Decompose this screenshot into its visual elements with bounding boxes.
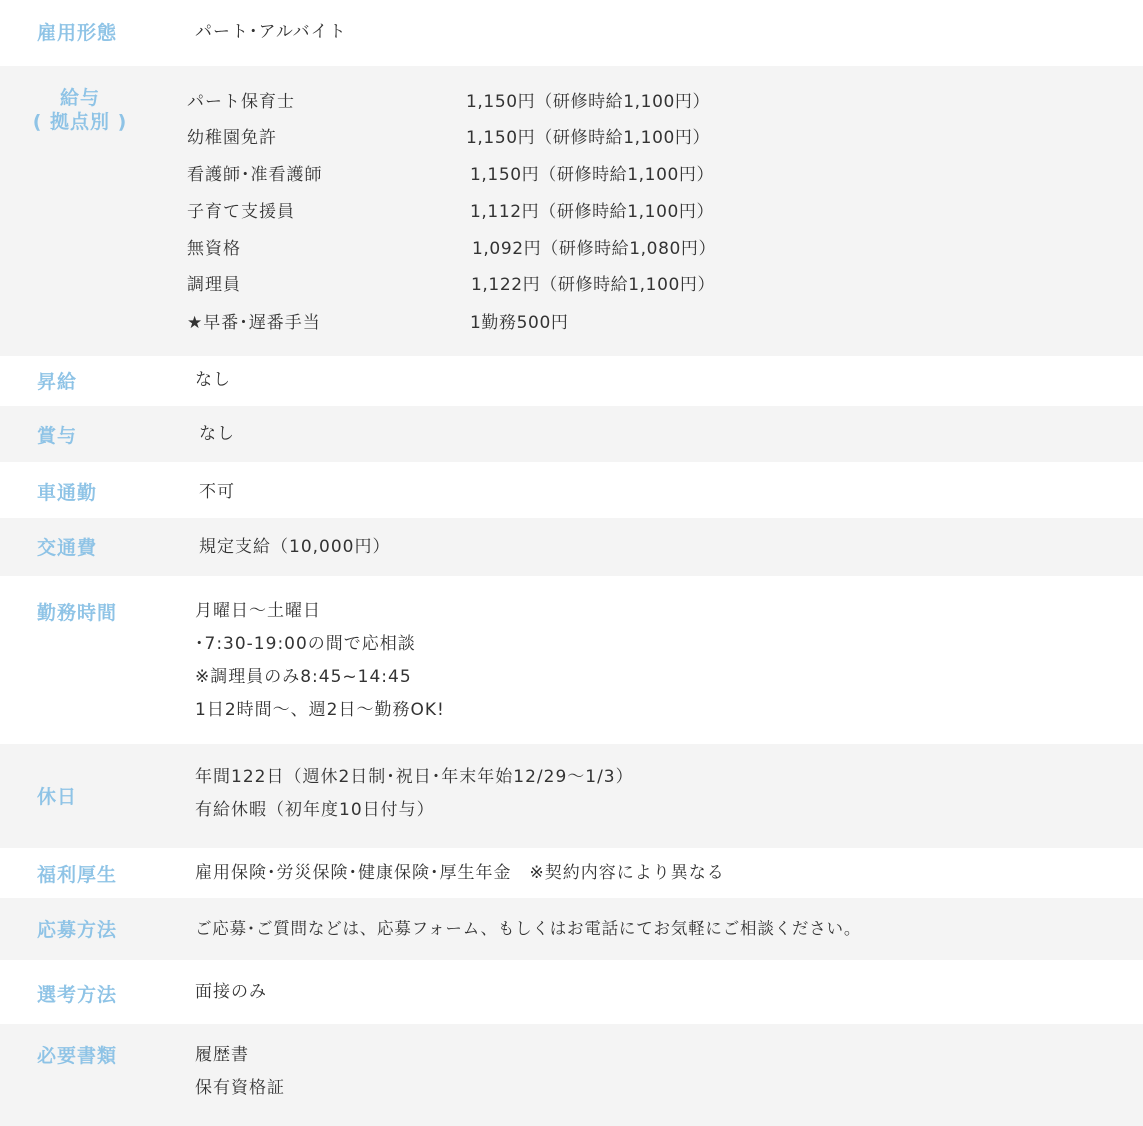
salary-item-amount: 1,150円（研修時給1,100円） — [466, 92, 711, 112]
salary-item-name: 子育て支援員 — [187, 202, 295, 222]
salary-item-name: 無資格 — [187, 239, 241, 259]
row-value — [195, 595, 445, 727]
row-value: パート･アルバイト — [195, 22, 347, 42]
holidays-line: 年間122日（週休2日制･祝日･年末年始12/29〜1/3） — [195, 767, 634, 787]
salary-item-name: 看護師･准看護師 — [187, 165, 323, 185]
row-value: 雇用保険･労災保険･健康保険･厚生年金 ※契約内容により異なる — [195, 863, 725, 883]
row-label: 交通費 — [37, 537, 98, 559]
row-car-commute — [0, 462, 1143, 518]
row-selection — [0, 960, 1143, 1024]
row-value — [195, 761, 634, 827]
row-salary — [0, 66, 1143, 356]
row-value: ご応募･ご質問などは、応募フォーム、もしくはお電話にてお気軽にご相談ください。 — [195, 919, 862, 938]
row-welfare — [0, 848, 1143, 898]
row-label: 応募方法 — [37, 919, 118, 941]
row-label: 福利厚生 — [37, 864, 118, 886]
row-value — [195, 1039, 285, 1105]
row-label: 賞与 — [37, 425, 78, 447]
hours-line: 1日2時間〜、週2日〜勤務OK! — [195, 700, 445, 720]
salary-item-amount: 1,122円（研修時給1,100円） — [471, 275, 716, 295]
row-holidays — [0, 744, 1143, 848]
row-value: なし — [195, 370, 231, 390]
row-value: 規定支給（10,000円） — [199, 537, 391, 557]
documents-line: 保有資格証 — [195, 1078, 285, 1098]
row-label: 昇給 — [37, 371, 78, 393]
row-label: 雇用形態 — [37, 22, 118, 44]
hours-line: ※調理員のみ8:45~14:45 — [195, 667, 412, 687]
salary-item-name: 幼稚園免許 — [187, 128, 277, 148]
row-documents — [0, 1024, 1143, 1126]
row-label: 休日 — [37, 786, 78, 808]
row-hours — [0, 576, 1143, 744]
salary-item-amount: 1,150円（研修時給1,100円） — [466, 128, 711, 148]
salary-item-name: 調理員 — [187, 275, 241, 295]
documents-line: 履歴書 — [195, 1045, 249, 1065]
row-label: 必要書類 — [37, 1045, 118, 1067]
row-transport — [0, 518, 1143, 576]
row-value: 不可 — [199, 482, 235, 502]
hours-line: ･7:30-19:00の間で応相談 — [195, 634, 416, 654]
holidays-line: 有給休暇（初年度10日付与） — [195, 800, 435, 820]
salary-item-amount: 1勤務500円 — [470, 313, 569, 333]
salary-label-line2: ( 拠点別 ) — [32, 111, 128, 133]
row-raise — [0, 356, 1143, 406]
row-label: 選考方法 — [37, 984, 118, 1006]
hours-line: 月曜日〜土曜日 — [195, 601, 321, 621]
row-apply — [0, 898, 1143, 960]
salary-item-amount: 1,112円（研修時給1,100円） — [470, 202, 715, 222]
row-employment — [0, 0, 1143, 66]
row-label: 勤務時間 — [37, 602, 118, 624]
salary-item-name: ★早番･遅番手当 — [187, 313, 321, 333]
salary-label-line1: 給与 — [59, 87, 100, 109]
salary-item-amount: 1,150円（研修時給1,100円） — [470, 165, 715, 185]
row-label: 車通勤 — [37, 482, 98, 504]
row-bonus — [0, 406, 1143, 462]
salary-item-amount: 1,092円（研修時給1,080円） — [472, 239, 717, 259]
row-value: 面接のみ — [195, 982, 267, 1002]
row-value: なし — [199, 424, 235, 444]
row-label — [30, 86, 130, 134]
salary-item-name: パート保育士 — [187, 92, 295, 112]
